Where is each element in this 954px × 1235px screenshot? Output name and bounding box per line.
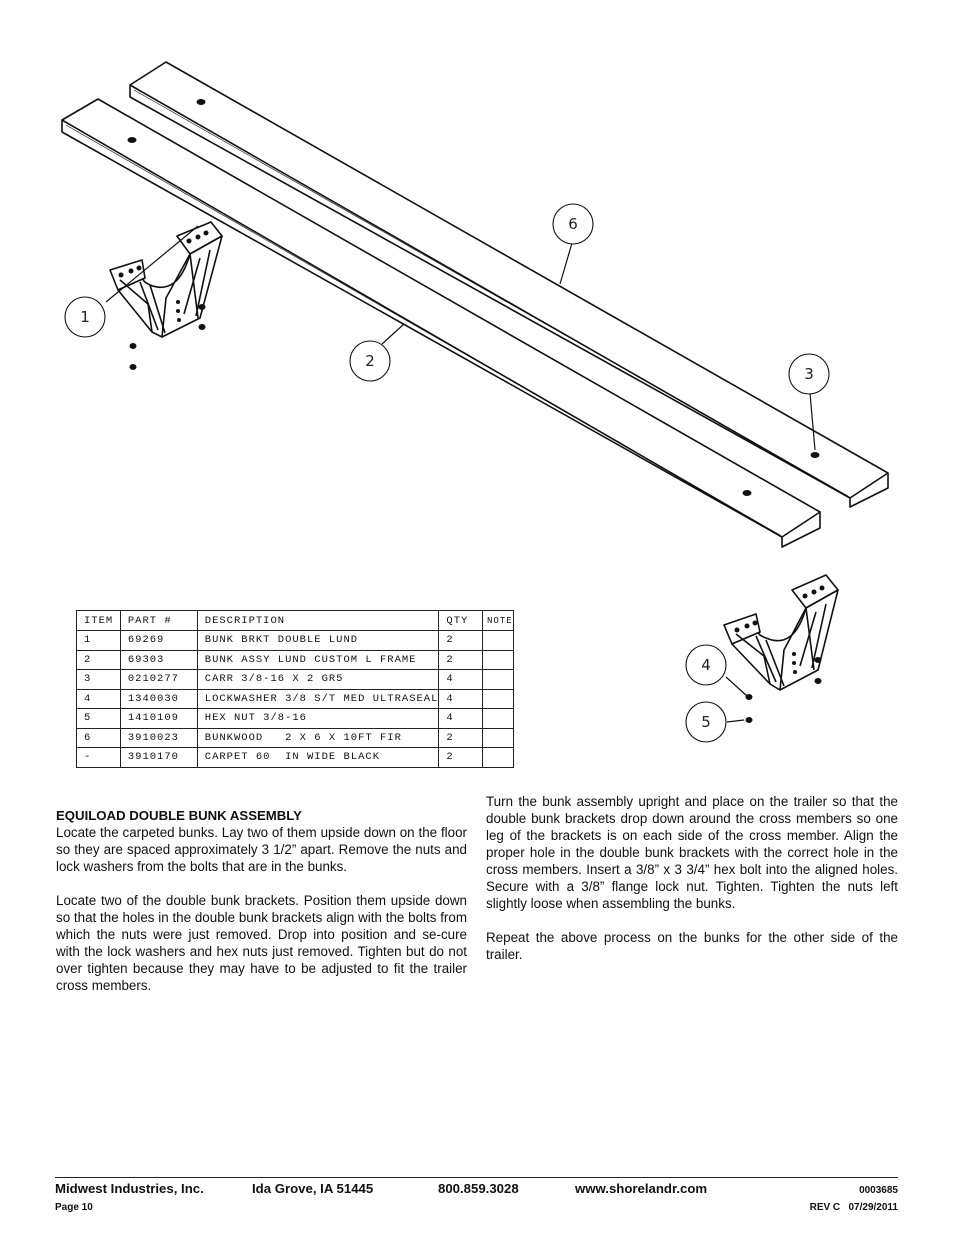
cell-item: 4 (77, 689, 121, 709)
footer-city: Ida Grove, IA 51445 (252, 1181, 374, 1196)
cell-note (483, 631, 514, 651)
header-qty: QTY (439, 611, 483, 631)
cell-qty: 2 (439, 728, 483, 748)
cell-item: 2 (77, 650, 121, 670)
section-heading: EQUILOAD DOUBLE BUNK ASSEMBLY (56, 808, 302, 823)
header-part: PART # (120, 611, 197, 631)
footer-divider (55, 1177, 898, 1178)
cell-description: BUNKWOOD 2 X 6 X 10FT FIR (197, 728, 439, 748)
footer-page-number: Page 10 (55, 1202, 93, 1213)
cell-qty: 4 (439, 689, 483, 709)
cell-part: 1410109 (120, 709, 197, 729)
instruction-paragraph: Repeat the above process on the bunks for the other side of the trailer. (486, 930, 898, 962)
cell-qty: 2 (439, 748, 483, 768)
instructions-left-column (56, 807, 467, 1011)
double-bunk-bracket-item-1 (110, 222, 222, 370)
header-item: ITEM (77, 611, 121, 631)
cell-qty: 2 (439, 631, 483, 651)
cell-part: 0210277 (120, 670, 197, 690)
instructions-right-column (486, 793, 898, 980)
cell-note (483, 689, 514, 709)
cell-qty: 2 (439, 650, 483, 670)
cell-part: 69303 (120, 650, 197, 670)
cell-item: 3 (77, 670, 121, 690)
footer-revision: REV C 07/29/2011 (809, 1202, 898, 1213)
cell-qty: 4 (439, 709, 483, 729)
cell-description: BUNK ASSY LUND CUSTOM L FRAME (197, 650, 439, 670)
cell-description: CARPET 60 IN WIDE BLACK (197, 748, 439, 768)
cell-item: 6 (77, 728, 121, 748)
bunk-board-item-6 (130, 62, 888, 507)
table-row (77, 689, 514, 709)
cell-note (483, 728, 514, 748)
table-row (77, 748, 514, 768)
callout-label-5: 5 (701, 713, 711, 731)
callout-label-3: 3 (804, 365, 814, 383)
table-row (77, 728, 514, 748)
instruction-paragraph: Locate two of the double bunk brackets. Position them upside down so that the holes in the double bunk brackets align with the bolts from which the nuts were just removed. Drop into position and se-cure with the lock washers and hex nuts just removed. Tighten but do not over tighten because they may have to be adjusted to fit the trailer cross members. (56, 893, 467, 993)
cell-part: 1340030 (120, 689, 197, 709)
callout-label-1: 1 (80, 308, 90, 326)
footer-doc-number: 0003685 (859, 1185, 898, 1196)
cell-part: 69269 (120, 631, 197, 651)
table-row (77, 631, 514, 651)
cell-description: HEX NUT 3/8-16 (197, 709, 439, 729)
callout-label-6: 6 (568, 215, 578, 233)
bolt-holes (128, 99, 820, 496)
cell-note (483, 650, 514, 670)
parts-table-header (77, 611, 514, 631)
header-description: DESCRIPTION (197, 611, 439, 631)
instruction-paragraph: Locate the carpeted bunks. Lay two of them upside down on the floor so they are spaced approximately 3 1/2” apart. Remove the nuts and lock washers from the bolts that are in the bunks. (56, 825, 467, 874)
cell-note (483, 709, 514, 729)
cell-item: 5 (77, 709, 121, 729)
callout-label-4: 4 (701, 656, 711, 674)
parts-table (76, 610, 514, 768)
double-bunk-bracket-detail (724, 575, 838, 723)
table-row (77, 670, 514, 690)
footer-website: www.shorelandr.com (575, 1181, 708, 1196)
cell-part: 3910170 (120, 748, 197, 768)
cell-part: 3910023 (120, 728, 197, 748)
cell-description: BUNK BRKT DOUBLE LUND (197, 631, 439, 651)
cell-item: - (77, 748, 121, 768)
footer-phone: 800.859.3028 (438, 1181, 519, 1196)
footer-company: Midwest Industries, Inc. (55, 1181, 204, 1196)
header-note: NOTE (483, 611, 514, 631)
instruction-paragraph: Turn the bunk assembly upright and place on the trailer so that the double bunk brackets drop down around the cross members so one leg of the brackets is on each side of the cross member. Align the proper hole in the double bunk brackets with the correct hole in the cross members. Insert a 3/8” x 3 3/4” hex bolt into the aligned holes. Secure with a 3/8” flange lock nut. Tighten. Tighten the nuts left slightly loose when assembling the bunks. (486, 794, 898, 911)
cell-note (483, 748, 514, 768)
callout-label-2: 2 (365, 352, 375, 370)
table-row (77, 709, 514, 729)
cell-note (483, 670, 514, 690)
cell-description: LOCKWASHER 3/8 S/T MED ULTRASEAL (197, 689, 439, 709)
table-row (77, 650, 514, 670)
cell-qty: 4 (439, 670, 483, 690)
cell-description: CARR 3/8-16 X 2 GR5 (197, 670, 439, 690)
cell-item: 1 (77, 631, 121, 651)
